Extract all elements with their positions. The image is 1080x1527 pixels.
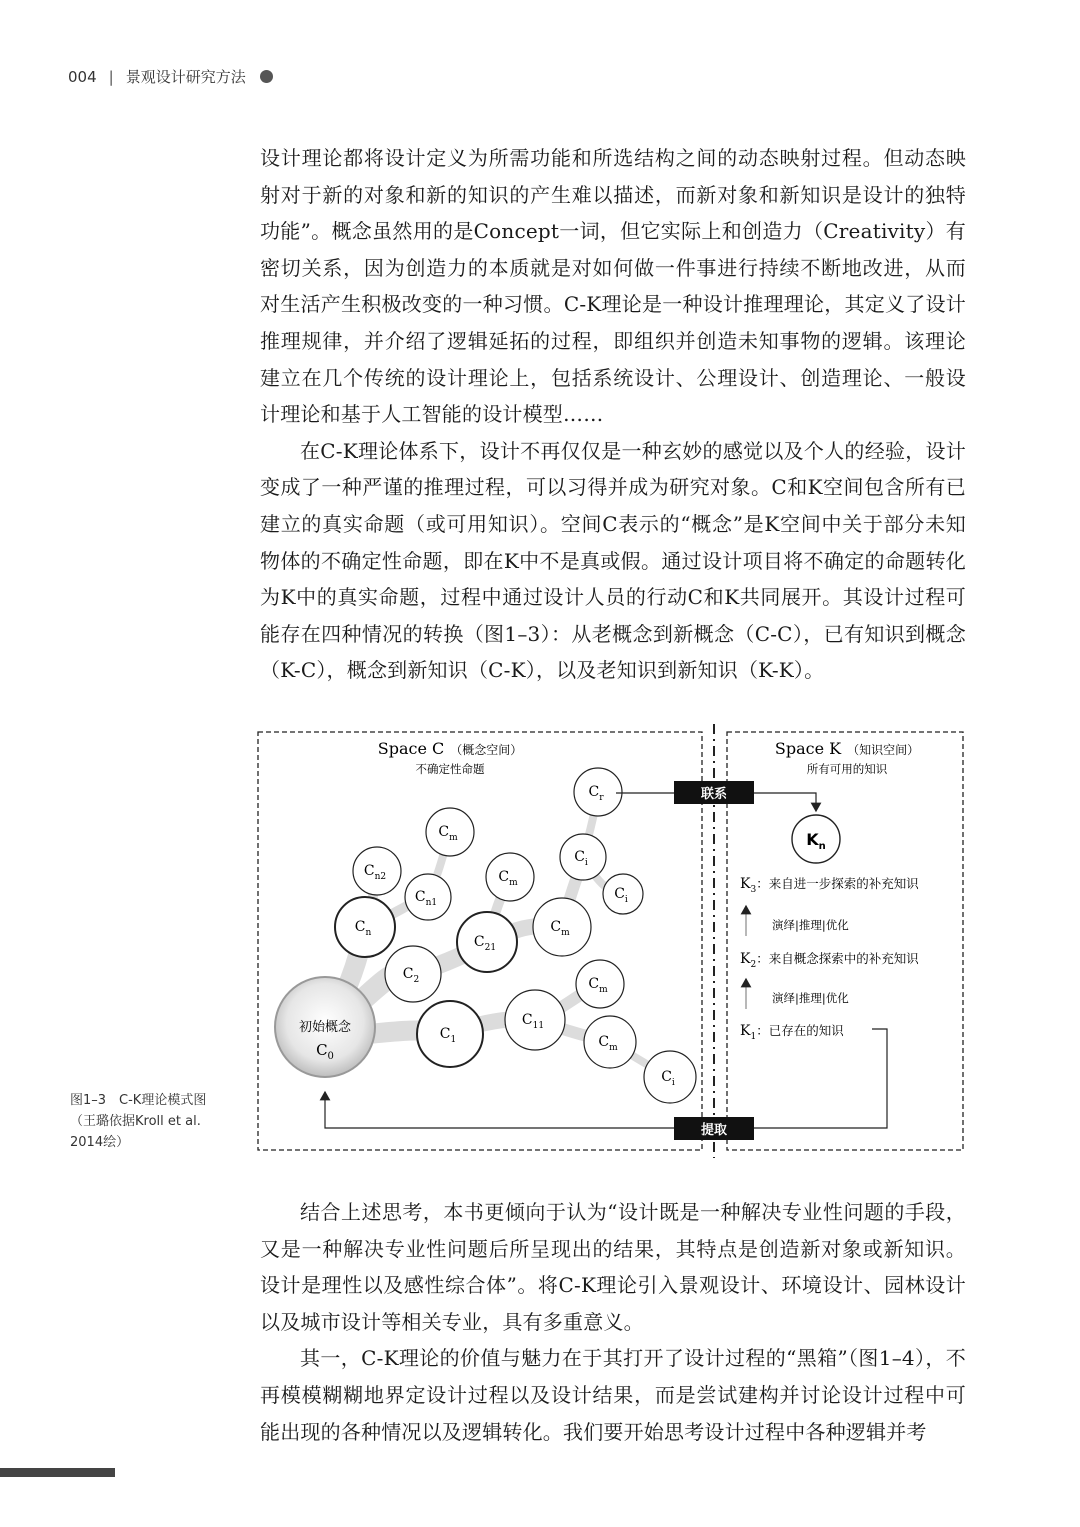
concept-node-label: $C_{n2}$ xyxy=(363,863,387,882)
book-title: 景观设计研究方法 xyxy=(125,68,246,86)
concept-node-label: $C_m$ xyxy=(438,824,458,843)
space-k-subtitle: 所有可用的知识 xyxy=(806,762,888,776)
concept-node xyxy=(426,808,474,856)
concept-node xyxy=(405,874,451,920)
concept-node-label: $C_i$ xyxy=(574,849,588,868)
figure-caption xyxy=(70,1090,245,1153)
header-dot-icon xyxy=(260,70,273,83)
space-k-title: Space K （知识空间） xyxy=(774,739,920,758)
paragraph: 在C-K理论体系下，设计不再仅仅是一种玄妙的感觉以及个人的经验，设计变成了一种严谨的推理过程，可以习得并成为研究对象。C和K空间包含所有已建立的真实命题（或可用知识）。空间C表示的“概念”是K空间中关于部分未知物体的不确定性命题，即在K中不是真或假。通过设计项目将不确定的命题转化为K中的真实命题，过程中通过设计人员的行动C和K共同展开。其设计过程可能存在四种情况的转换（图1–3）：从老概念到新概念（C-C），已有知识到概念（K-C），概念到新知识（C-K），以及老知识到新知识（K-K）。 xyxy=(260,438,966,683)
kn-label: $K_n$ xyxy=(806,830,826,852)
k2-label: $K_2$：来自概念探索中的补充知识 xyxy=(740,951,919,970)
space-c-subtitle: 不确定性命题 xyxy=(415,762,485,776)
concept-node-label: $C_{21}$ xyxy=(473,934,497,953)
space-c-title: Space C （概念空间） xyxy=(377,739,523,758)
concept-node-label: $C_m$ xyxy=(598,1034,618,1053)
concept-node-label: $C_2$ xyxy=(402,966,420,985)
k3-label: $K_3$：来自进一步探索的补充知识 xyxy=(740,876,919,895)
concept-node-label: $C_{11}$ xyxy=(521,1012,545,1031)
caption-line: 图1–3 C-K理论模式图 xyxy=(70,1093,207,1108)
process-label: 演绎|推理|优化 xyxy=(772,991,849,1005)
caption-line: 2014绘） xyxy=(70,1135,130,1150)
page-number: 004 xyxy=(68,67,97,86)
concept-node xyxy=(560,834,606,880)
paragraph: 设计理论都将设计定义为所需功能和所选结构之间的动态映射过程。但动态映射对于新的对象和新的知识的产生难以描述，而新对象和新知识是设计的独特功能”。概念虽然用的是Concept一词，但它实际上和创造力（Creativity）有密切关系，因为创造力的本质就是对如何做一件事进行持续不断地改进，从而对生活产生积极改变的一种习惯。C-K理论是一种设计推理理论，其定义了设计推理规律，并介绍了逻辑延拓的过程，即组织并创造未知事物的逻辑。该理论建立在几个传统的设计理论上，包括系统设计、公理设计、创造理论、一般设计理论和基于人工智能的设计模型…… xyxy=(260,146,966,427)
concept-node-label: $C_m$ xyxy=(550,919,570,938)
concept-node xyxy=(505,990,565,1050)
concept-node-label: $C_1$ xyxy=(439,1026,457,1045)
header-separator: | xyxy=(108,67,114,86)
page-header xyxy=(68,66,273,87)
concept-node xyxy=(644,1051,696,1103)
caption-line: （王璐依据Kroll et al. xyxy=(70,1114,201,1129)
concept-node-label: $C_i$ xyxy=(661,1069,675,1088)
initial-concept-label: 初始概念 xyxy=(298,1020,352,1035)
body-text-bottom xyxy=(260,1194,966,1450)
concept-node-label: $C_n$ xyxy=(354,919,372,938)
concept-node xyxy=(574,768,622,816)
initial-concept-node xyxy=(275,977,375,1077)
concept-node-label: $C_m$ xyxy=(498,869,518,888)
concept-node xyxy=(576,960,624,1008)
concept-node xyxy=(457,912,517,972)
body-text-top xyxy=(260,140,966,689)
initial-concept-symbol: $C_0$ xyxy=(316,1041,334,1062)
k1-label: $K_1$：已存在的知识 xyxy=(740,1023,844,1042)
concept-node xyxy=(533,898,591,956)
concept-node-label: $C_i$ xyxy=(614,886,628,905)
footer-bar xyxy=(0,1468,115,1477)
concept-node xyxy=(385,946,441,1002)
extract-label: 提取 xyxy=(700,1123,728,1138)
ck-theory-diagram xyxy=(250,722,970,1162)
paragraph: 其一，C-K理论的价值与魅力在于其打开了设计过程的“黑箱”（图1–4），不再模模糊糊地界定设计过程以及设计结果，而是尝试建构并讨论设计过程中可能出现的各种情况以及逻辑转化。我们要开始思考设计过程中各种逻辑并考 xyxy=(260,1346,966,1444)
paragraph: 结合上述思考，本书更倾向于认为“设计既是一种解决专业性问题的手段，又是一种解决专业性问题后所呈现出的结果，其特点是创造新对象或新知识。设计是理性以及感性综合体”。将C-K理论引入景观设计、环境设计、园林设计以及城市设计等相关专业，具有多重意义。 xyxy=(260,1200,966,1334)
concept-node xyxy=(584,1016,636,1068)
process-label: 演绎|推理|优化 xyxy=(772,918,849,932)
concept-node xyxy=(486,853,534,901)
concept-node xyxy=(353,847,401,895)
concept-node xyxy=(603,874,643,914)
concept-node xyxy=(335,897,395,957)
space-k-frame xyxy=(727,732,963,1150)
concept-node xyxy=(417,1001,483,1067)
link-label: 联系 xyxy=(700,787,728,802)
concept-node-label: $C_{n1}$ xyxy=(414,889,438,908)
concept-node-label: $C_r$ xyxy=(588,784,604,803)
concept-node-label: $C_m$ xyxy=(588,976,608,995)
